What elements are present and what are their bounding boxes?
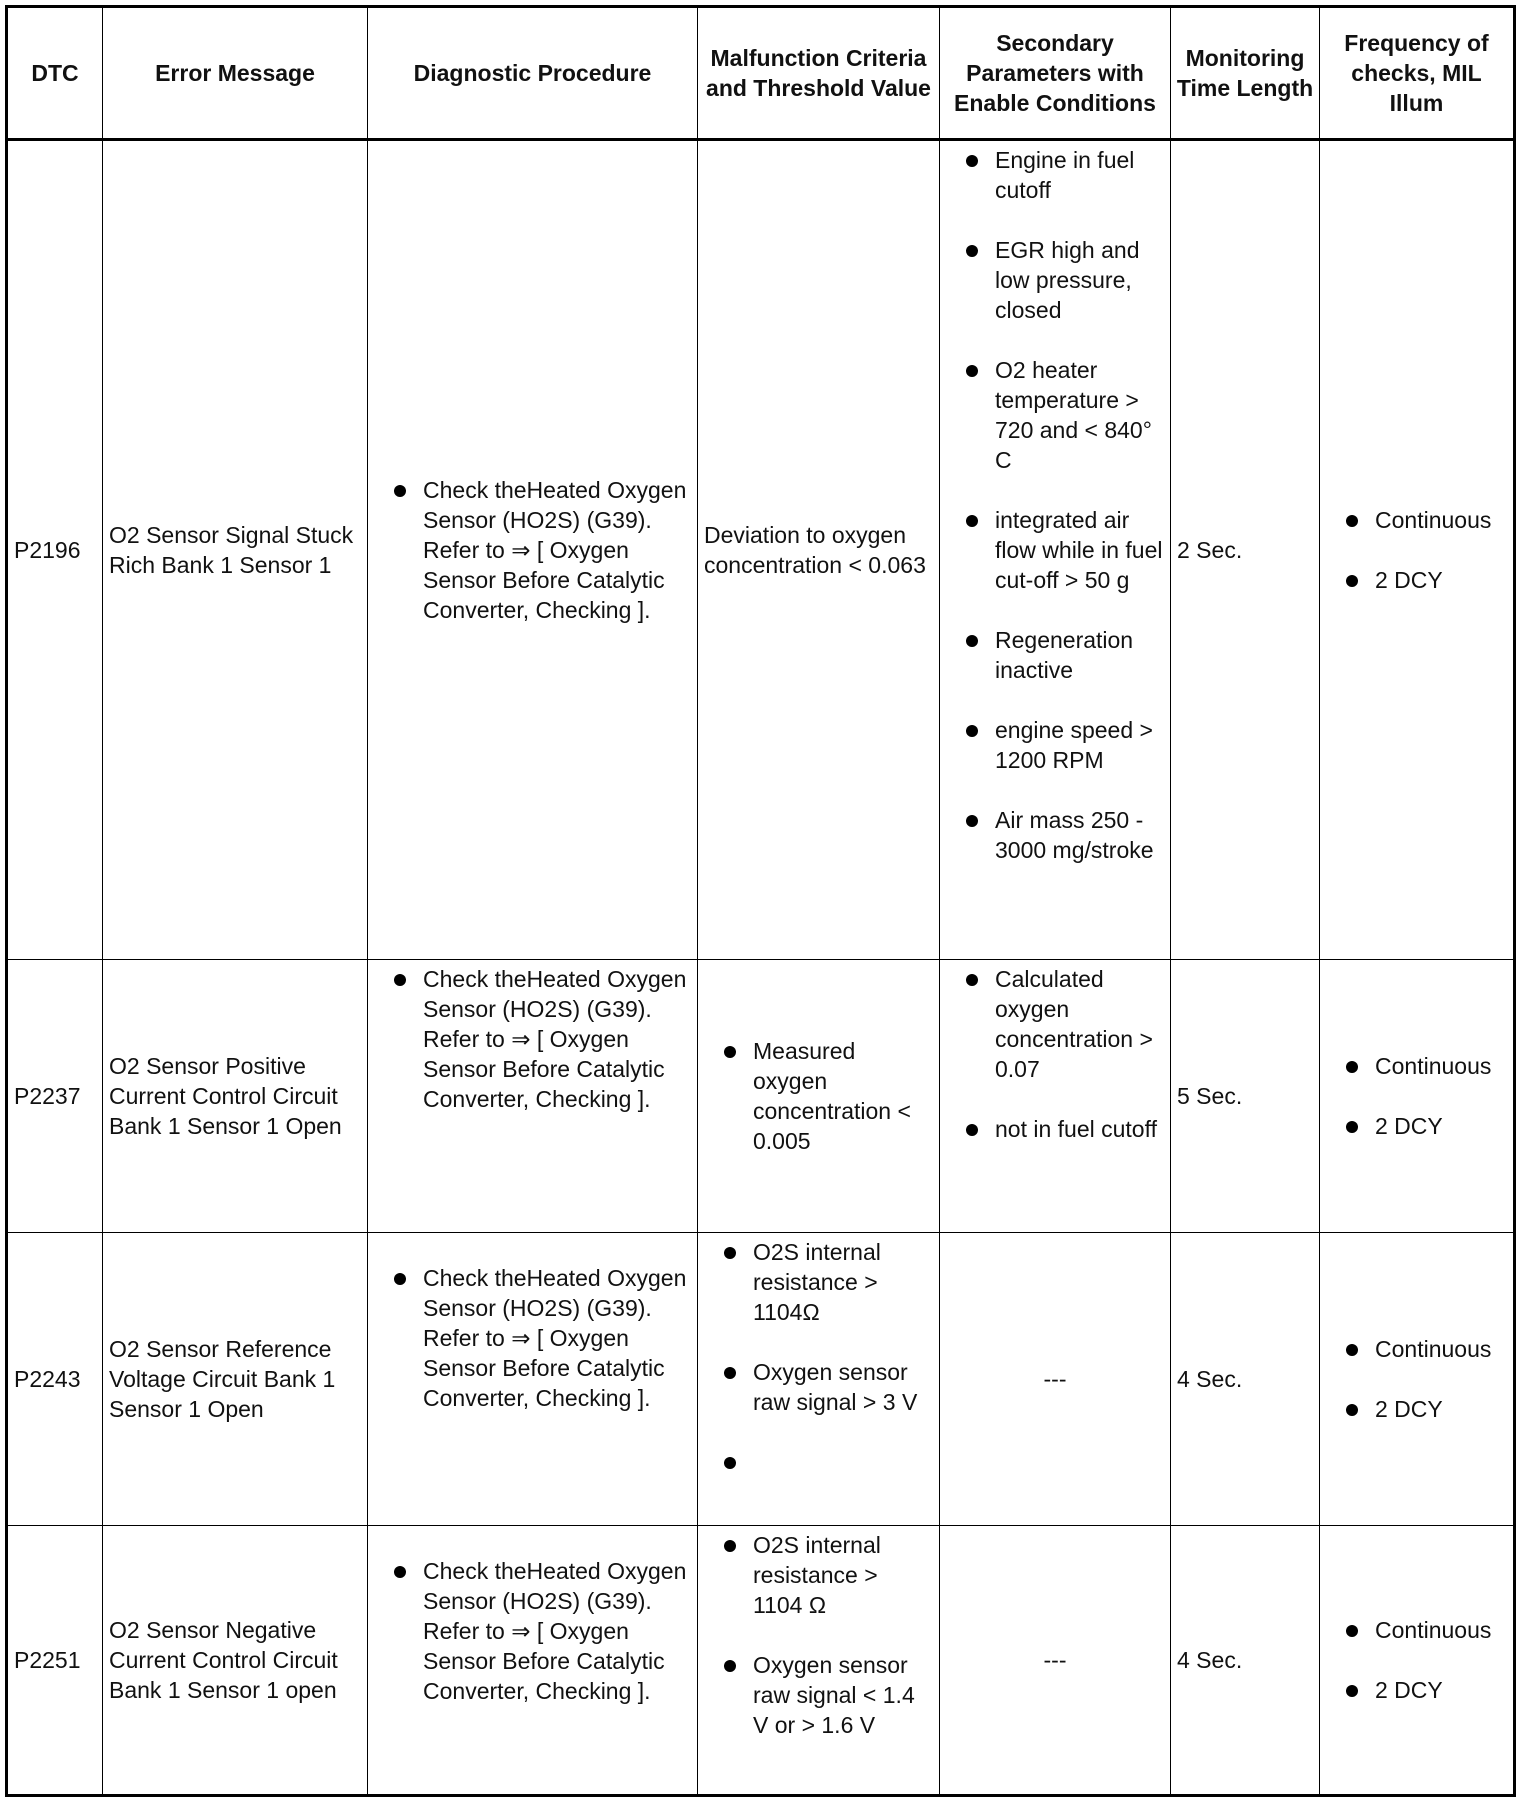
secondary-bullet: engine speed > 1200 RPM <box>946 715 1164 775</box>
table-row <box>7 1233 1515 1526</box>
diagnostic-procedure <box>368 140 698 960</box>
diagnostic-procedure <box>368 960 698 1233</box>
header-dtc: DTC <box>7 7 103 140</box>
header-frequency: Frequency of checks, MIL Illum <box>1320 7 1515 140</box>
dtc-code: P2243 <box>7 1233 103 1526</box>
secondary-parameters <box>940 140 1171 960</box>
dtc-code: P2196 <box>7 140 103 960</box>
procedure-bullet: Check theHeated Oxygen Sensor (HO2S) (G39). Refer to ⇒ [ Oxygen Sensor Before Catalytic Converter, Checking ]. <box>374 1263 691 1413</box>
secondary-bullet: Calculated oxygen concentration > 0.07 <box>946 964 1164 1084</box>
dtc-code: P2251 <box>7 1526 103 1796</box>
procedure-bullet: Check theHeated Oxygen Sensor (HO2S) (G39). Refer to ⇒ [ Oxygen Sensor Before Catalytic Converter, Checking ]. <box>374 964 691 1114</box>
table-row <box>7 140 1515 960</box>
secondary-bullet: not in fuel cutoff <box>946 1114 1164 1144</box>
frequency <box>1320 960 1515 1233</box>
frequency-bullet: Continuous <box>1326 1051 1507 1081</box>
secondary-bullet: Engine in fuel cutoff <box>946 145 1164 205</box>
frequency <box>1320 140 1515 960</box>
criteria-bullet: O2S internal resistance > 1104Ω <box>704 1237 933 1327</box>
header-monitoring-time: Monitoring Time Length <box>1171 7 1320 140</box>
procedure-bullet: Check theHeated Oxygen Sensor (HO2S) (G39). Refer to ⇒ [ Oxygen Sensor Before Catalytic Converter, Checking ]. <box>374 1556 691 1706</box>
error-message: O2 Sensor Negative Current Control Circuit Bank 1 Sensor 1 open <box>103 1526 368 1796</box>
secondary-bullet: Air mass 250 - 3000 mg/stroke <box>946 805 1164 865</box>
secondary-bullet: O2 heater temperature > 720 and < 840° C <box>946 355 1164 475</box>
criteria-bullet-empty <box>704 1447 933 1477</box>
error-message: O2 Sensor Signal Stuck Rich Bank 1 Sensor 1 <box>103 140 368 960</box>
header-error-message: Error Message <box>103 7 368 140</box>
malfunction-criteria <box>698 1526 940 1796</box>
diagnostic-procedure <box>368 1526 698 1796</box>
procedure-bullet: Check theHeated Oxygen Sensor (HO2S) (G39). Refer to ⇒ [ Oxygen Sensor Before Catalytic Converter, Checking ]. <box>374 475 691 625</box>
monitoring-time: 4 Sec. <box>1171 1526 1320 1796</box>
secondary-bullet: integrated air flow while in fuel cut-off > 50 g <box>946 505 1164 595</box>
frequency-bullet: Continuous <box>1326 505 1507 535</box>
dtc-table <box>5 5 1516 1797</box>
secondary-parameters <box>940 960 1171 1233</box>
frequency-bullet: 2 DCY <box>1326 1111 1507 1141</box>
malfunction-criteria <box>698 960 940 1233</box>
header-malfunction-criteria: Malfunction Criteria and Threshold Value <box>698 7 940 140</box>
secondary-parameters: --- <box>940 1233 1171 1526</box>
error-message: O2 Sensor Positive Current Control Circuit Bank 1 Sensor 1 Open <box>103 960 368 1233</box>
header-diagnostic-procedure: Diagnostic Procedure <box>368 7 698 140</box>
header-row <box>7 7 1515 140</box>
frequency <box>1320 1526 1515 1796</box>
criteria-bullet: Measured oxygen concentration < 0.005 <box>704 1036 933 1156</box>
frequency-bullet: Continuous <box>1326 1615 1507 1645</box>
frequency-bullet: 2 DCY <box>1326 1394 1507 1424</box>
dtc-code: P2237 <box>7 960 103 1233</box>
criteria-bullet: Oxygen sensor raw signal > 3 V <box>704 1357 933 1417</box>
secondary-parameters: --- <box>940 1526 1171 1796</box>
error-message: O2 Sensor Reference Voltage Circuit Bank 1 Sensor 1 Open <box>103 1233 368 1526</box>
criteria-bullet: Oxygen sensor raw signal < 1.4 V or > 1.6 V <box>704 1650 933 1740</box>
criteria-bullet: O2S internal resistance > 1104 Ω <box>704 1530 933 1620</box>
malfunction-criteria <box>698 1233 940 1526</box>
malfunction-criteria: Deviation to oxygen concentration < 0.063 <box>698 140 940 960</box>
table-row <box>7 1526 1515 1796</box>
frequency-bullet: 2 DCY <box>1326 1675 1507 1705</box>
diagnostic-procedure <box>368 1233 698 1526</box>
secondary-bullet: Regeneration inactive <box>946 625 1164 685</box>
monitoring-time: 2 Sec. <box>1171 140 1320 960</box>
table-row <box>7 960 1515 1233</box>
frequency-bullet: Continuous <box>1326 1334 1507 1364</box>
frequency-bullet: 2 DCY <box>1326 565 1507 595</box>
monitoring-time: 5 Sec. <box>1171 960 1320 1233</box>
header-secondary-parameters: Secondary Parameters with Enable Conditions <box>940 7 1171 140</box>
frequency <box>1320 1233 1515 1526</box>
secondary-bullet: EGR high and low pressure, closed <box>946 235 1164 325</box>
monitoring-time: 4 Sec. <box>1171 1233 1320 1526</box>
